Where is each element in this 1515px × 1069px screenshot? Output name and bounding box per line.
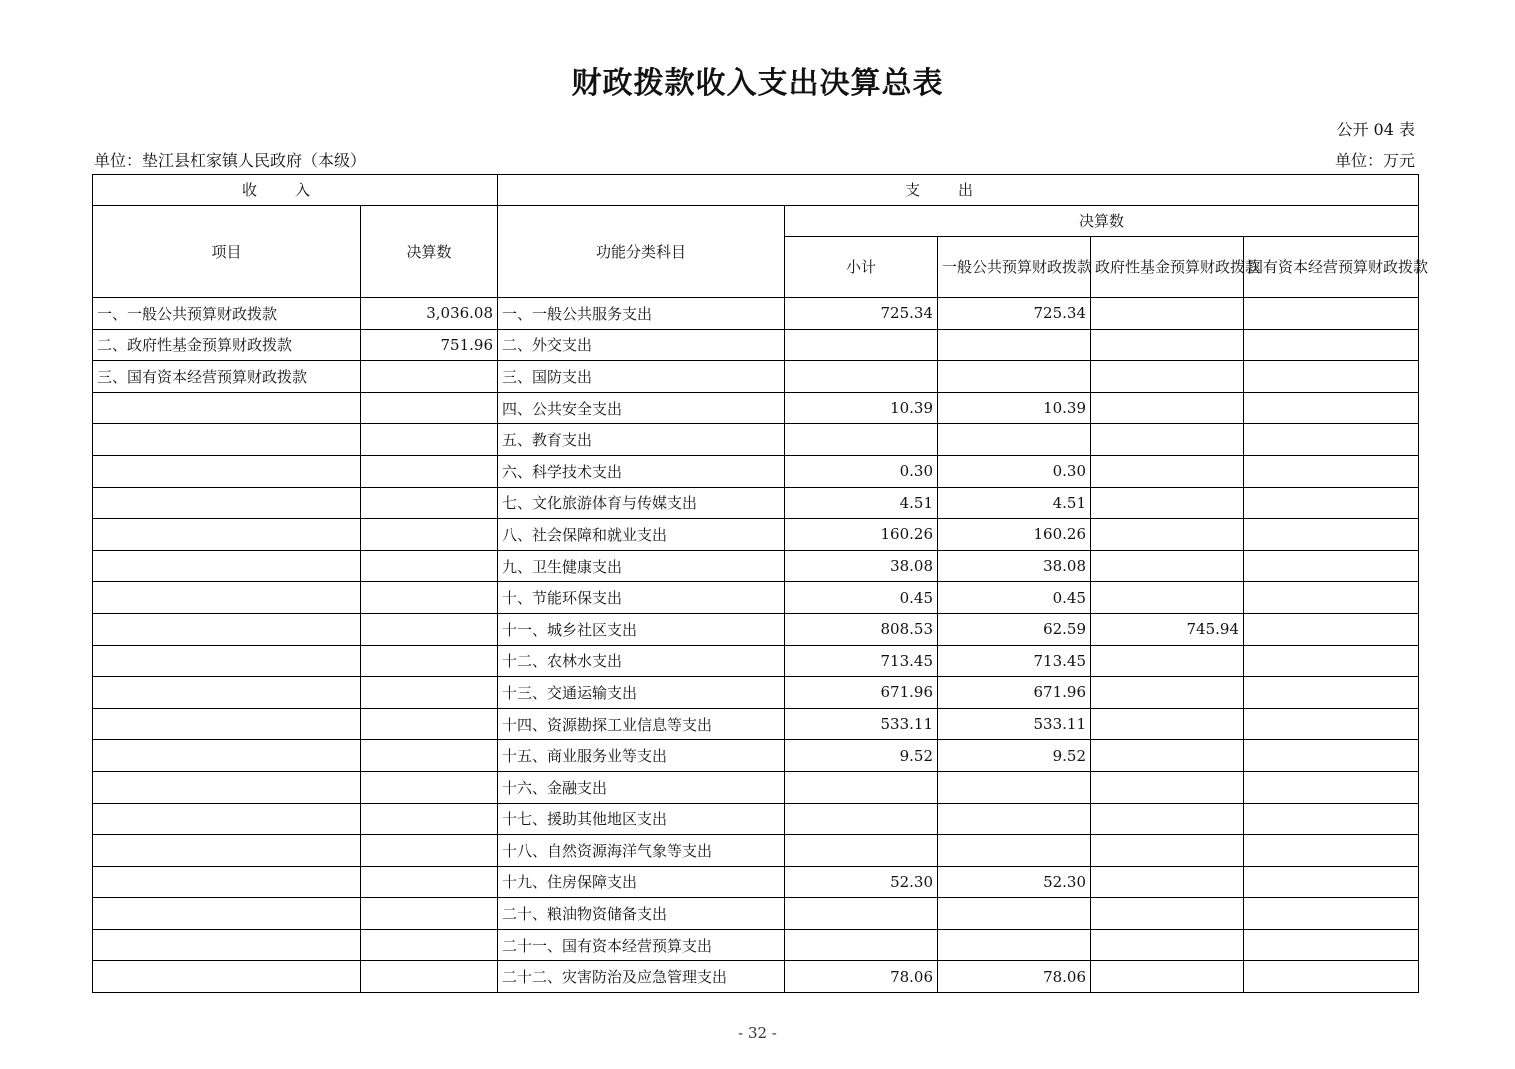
income-item-cell — [93, 519, 361, 551]
income-item-cell — [93, 677, 361, 709]
income-amount-cell — [361, 740, 498, 772]
state-capital-cell — [1244, 898, 1419, 930]
income-item-cell — [93, 961, 361, 993]
category-cell: 九、卫生健康支出 — [498, 550, 785, 582]
subtotal-cell — [785, 929, 938, 961]
item-header: 项目 — [93, 206, 361, 298]
income-item-cell — [93, 392, 361, 424]
income-amount-cell — [361, 487, 498, 519]
category-cell: 十九、住房保障支出 — [498, 866, 785, 898]
general-budget-cell: 533.11 — [938, 708, 1091, 740]
income-amount-cell — [361, 455, 498, 487]
general-budget-header: 一般公共预算财政拨款 — [938, 237, 1091, 298]
state-capital-cell — [1244, 298, 1419, 330]
income-amount-cell — [361, 835, 498, 867]
general-budget-cell — [938, 929, 1091, 961]
gov-fund-cell — [1091, 582, 1244, 614]
subtotal-cell: 9.52 — [785, 740, 938, 772]
income-header: 收入 — [93, 175, 498, 206]
state-capital-cell — [1244, 803, 1419, 835]
table-row — [93, 929, 1419, 961]
subtotal-header: 小计 — [785, 237, 938, 298]
table-row — [93, 519, 1419, 551]
state-capital-cell — [1244, 708, 1419, 740]
general-budget-cell — [938, 329, 1091, 361]
category-cell: 十七、援助其他地区支出 — [498, 803, 785, 835]
general-budget-cell: 725.34 — [938, 298, 1091, 330]
general-budget-cell — [938, 835, 1091, 867]
state-capital-cell — [1244, 835, 1419, 867]
income-item-cell — [93, 708, 361, 740]
income-item-cell: 二、政府性基金预算财政拨款 — [93, 329, 361, 361]
income-amount-cell: 3,036.08 — [361, 298, 498, 330]
subtotal-cell: 533.11 — [785, 708, 938, 740]
gov-fund-cell — [1091, 961, 1244, 993]
income-amount-cell — [361, 361, 498, 393]
general-budget-cell: 0.45 — [938, 582, 1091, 614]
income-item-cell — [93, 898, 361, 930]
income-item-cell — [93, 550, 361, 582]
income-amount-cell — [361, 961, 498, 993]
income-item-cell — [93, 645, 361, 677]
gov-fund-cell — [1091, 740, 1244, 772]
state-capital-cell — [1244, 487, 1419, 519]
general-budget-cell: 78.06 — [938, 961, 1091, 993]
state-capital-cell — [1244, 961, 1419, 993]
table-row — [93, 771, 1419, 803]
general-budget-cell — [938, 898, 1091, 930]
state-capital-cell — [1244, 866, 1419, 898]
category-cell: 十二、农林水支出 — [498, 645, 785, 677]
category-cell: 二十二、灾害防治及应急管理支出 — [498, 961, 785, 993]
gov-fund-cell — [1091, 929, 1244, 961]
subtotal-cell: 38.08 — [785, 550, 938, 582]
income-amount-cell — [361, 550, 498, 582]
income-amount-cell — [361, 424, 498, 456]
table-row — [93, 424, 1419, 456]
gov-fund-cell — [1091, 487, 1244, 519]
general-budget-cell — [938, 361, 1091, 393]
gov-fund-cell — [1091, 455, 1244, 487]
general-budget-cell: 62.59 — [938, 613, 1091, 645]
state-capital-cell — [1244, 771, 1419, 803]
state-capital-cell — [1244, 582, 1419, 614]
gov-fund-cell — [1091, 835, 1244, 867]
gov-fund-cell — [1091, 645, 1244, 677]
category-cell: 六、科学技术支出 — [498, 455, 785, 487]
gov-fund-header: 政府性基金预算财政拨款 — [1091, 237, 1244, 298]
state-capital-cell — [1244, 613, 1419, 645]
table-row — [93, 298, 1419, 330]
income-item-cell: 一、一般公共预算财政拨款 — [93, 298, 361, 330]
table-row — [93, 961, 1419, 993]
subtotal-cell — [785, 329, 938, 361]
income-amount-cell — [361, 392, 498, 424]
category-cell: 十、节能环保支出 — [498, 582, 785, 614]
gov-fund-cell — [1091, 550, 1244, 582]
general-budget-cell: 52.30 — [938, 866, 1091, 898]
gov-fund-cell — [1091, 677, 1244, 709]
table-row — [93, 392, 1419, 424]
table-row — [93, 487, 1419, 519]
income-item-cell — [93, 803, 361, 835]
category-cell: 二十一、国有资本经营预算支出 — [498, 929, 785, 961]
income-amount-cell — [361, 771, 498, 803]
subtotal-cell: 10.39 — [785, 392, 938, 424]
general-budget-cell: 671.96 — [938, 677, 1091, 709]
table-row — [93, 329, 1419, 361]
category-cell: 八、社会保障和就业支出 — [498, 519, 785, 551]
category-cell: 十四、资源勘探工业信息等支出 — [498, 708, 785, 740]
func-category-header: 功能分类科目 — [498, 206, 785, 298]
state-capital-cell — [1244, 677, 1419, 709]
income-amount-cell — [361, 866, 498, 898]
general-budget-cell: 4.51 — [938, 487, 1091, 519]
category-cell: 十三、交通运输支出 — [498, 677, 785, 709]
state-capital-header: 国有资本经营预算财政拨款 — [1244, 237, 1419, 298]
table-row — [93, 613, 1419, 645]
subtotal-cell: 725.34 — [785, 298, 938, 330]
income-amount-cell — [361, 677, 498, 709]
subtotal-cell: 808.53 — [785, 613, 938, 645]
general-budget-cell — [938, 424, 1091, 456]
subtotal-cell: 160.26 — [785, 519, 938, 551]
income-item-cell — [93, 740, 361, 772]
subtotal-cell — [785, 803, 938, 835]
category-cell: 五、教育支出 — [498, 424, 785, 456]
subtotal-cell — [785, 835, 938, 867]
income-item-cell: 三、国有资本经营预算财政拨款 — [93, 361, 361, 393]
income-amount-cell — [361, 519, 498, 551]
subtotal-cell: 671.96 — [785, 677, 938, 709]
subtotal-cell — [785, 361, 938, 393]
gov-fund-cell — [1091, 361, 1244, 393]
income-item-cell — [93, 582, 361, 614]
gov-fund-cell — [1091, 424, 1244, 456]
subtotal-cell — [785, 771, 938, 803]
category-cell: 十八、自然资源海洋气象等支出 — [498, 835, 785, 867]
category-cell: 二十、粮油物资储备支出 — [498, 898, 785, 930]
subtotal-cell — [785, 424, 938, 456]
gov-fund-cell — [1091, 771, 1244, 803]
category-cell: 三、国防支出 — [498, 361, 785, 393]
category-cell: 十六、金融支出 — [498, 771, 785, 803]
table-row — [93, 582, 1419, 614]
category-cell: 十一、城乡社区支出 — [498, 613, 785, 645]
income-item-cell — [93, 835, 361, 867]
subtotal-cell: 52.30 — [785, 866, 938, 898]
gov-fund-cell — [1091, 329, 1244, 361]
state-capital-cell — [1244, 929, 1419, 961]
gov-fund-cell — [1091, 803, 1244, 835]
income-item-cell — [93, 424, 361, 456]
state-capital-cell — [1244, 519, 1419, 551]
income-item-cell — [93, 929, 361, 961]
category-cell: 二、外交支出 — [498, 329, 785, 361]
form-number: 公开 04 表 — [1336, 120, 1415, 139]
table-row — [93, 866, 1419, 898]
table-row — [93, 898, 1419, 930]
table-body — [93, 298, 1419, 993]
subtotal-cell: 713.45 — [785, 645, 938, 677]
state-capital-cell — [1244, 329, 1419, 361]
table-row — [93, 455, 1419, 487]
category-cell: 七、文化旅游体育与传媒支出 — [498, 487, 785, 519]
table-row — [93, 550, 1419, 582]
table-row — [93, 835, 1419, 867]
general-budget-cell: 0.30 — [938, 455, 1091, 487]
income-item-cell — [93, 455, 361, 487]
table-row — [93, 803, 1419, 835]
income-amount-cell — [361, 613, 498, 645]
income-item-cell — [93, 487, 361, 519]
gov-fund-cell — [1091, 866, 1244, 898]
page-title: 财政拨款收入支出决算总表 — [571, 66, 944, 101]
table-row — [93, 708, 1419, 740]
category-cell: 一、一般公共服务支出 — [498, 298, 785, 330]
budget-table — [92, 174, 1429, 993]
state-capital-cell — [1244, 455, 1419, 487]
general-budget-cell — [938, 771, 1091, 803]
state-capital-cell — [1244, 361, 1419, 393]
gov-fund-cell — [1091, 298, 1244, 330]
general-budget-cell: 9.52 — [938, 740, 1091, 772]
state-capital-cell — [1244, 740, 1419, 772]
subtotal-cell: 78.06 — [785, 961, 938, 993]
state-capital-cell — [1244, 645, 1419, 677]
category-cell: 十五、商业服务业等支出 — [498, 740, 785, 772]
table-row — [93, 361, 1419, 393]
income-amount-cell — [361, 645, 498, 677]
subtotal-cell — [785, 898, 938, 930]
general-budget-cell — [938, 803, 1091, 835]
expense-header: 支出 — [498, 175, 1419, 206]
state-capital-cell — [1244, 550, 1419, 582]
income-amount-cell — [361, 708, 498, 740]
gov-fund-cell — [1091, 519, 1244, 551]
general-budget-cell: 160.26 — [938, 519, 1091, 551]
subtotal-cell: 0.30 — [785, 455, 938, 487]
gov-fund-cell — [1091, 898, 1244, 930]
final-amount-group-header: 决算数 — [785, 206, 1419, 237]
state-capital-cell — [1244, 392, 1419, 424]
income-item-cell — [93, 771, 361, 803]
gov-fund-cell — [1091, 392, 1244, 424]
page-number: - 32 - — [738, 1024, 777, 1042]
income-item-cell — [93, 613, 361, 645]
final-amount-header: 决算数 — [361, 206, 498, 298]
subtotal-cell: 0.45 — [785, 582, 938, 614]
income-amount-cell — [361, 582, 498, 614]
income-amount-cell — [361, 803, 498, 835]
gov-fund-cell — [1091, 708, 1244, 740]
income-item-cell — [93, 866, 361, 898]
subtotal-cell: 4.51 — [785, 487, 938, 519]
table-row — [93, 677, 1419, 709]
gov-fund-cell: 745.94 — [1091, 613, 1244, 645]
currency-unit: 单位：万元 — [1334, 151, 1415, 170]
general-budget-cell: 10.39 — [938, 392, 1091, 424]
table-row — [93, 645, 1419, 677]
income-amount-cell — [361, 898, 498, 930]
general-budget-cell: 713.45 — [938, 645, 1091, 677]
reporting-unit: 单位：垫江县杠家镇人民政府（本级） — [94, 151, 367, 170]
state-capital-cell — [1244, 424, 1419, 456]
general-budget-cell: 38.08 — [938, 550, 1091, 582]
category-cell: 四、公共安全支出 — [498, 392, 785, 424]
income-amount-cell — [361, 929, 498, 961]
table-row — [93, 740, 1419, 772]
income-amount-cell: 751.96 — [361, 329, 498, 361]
